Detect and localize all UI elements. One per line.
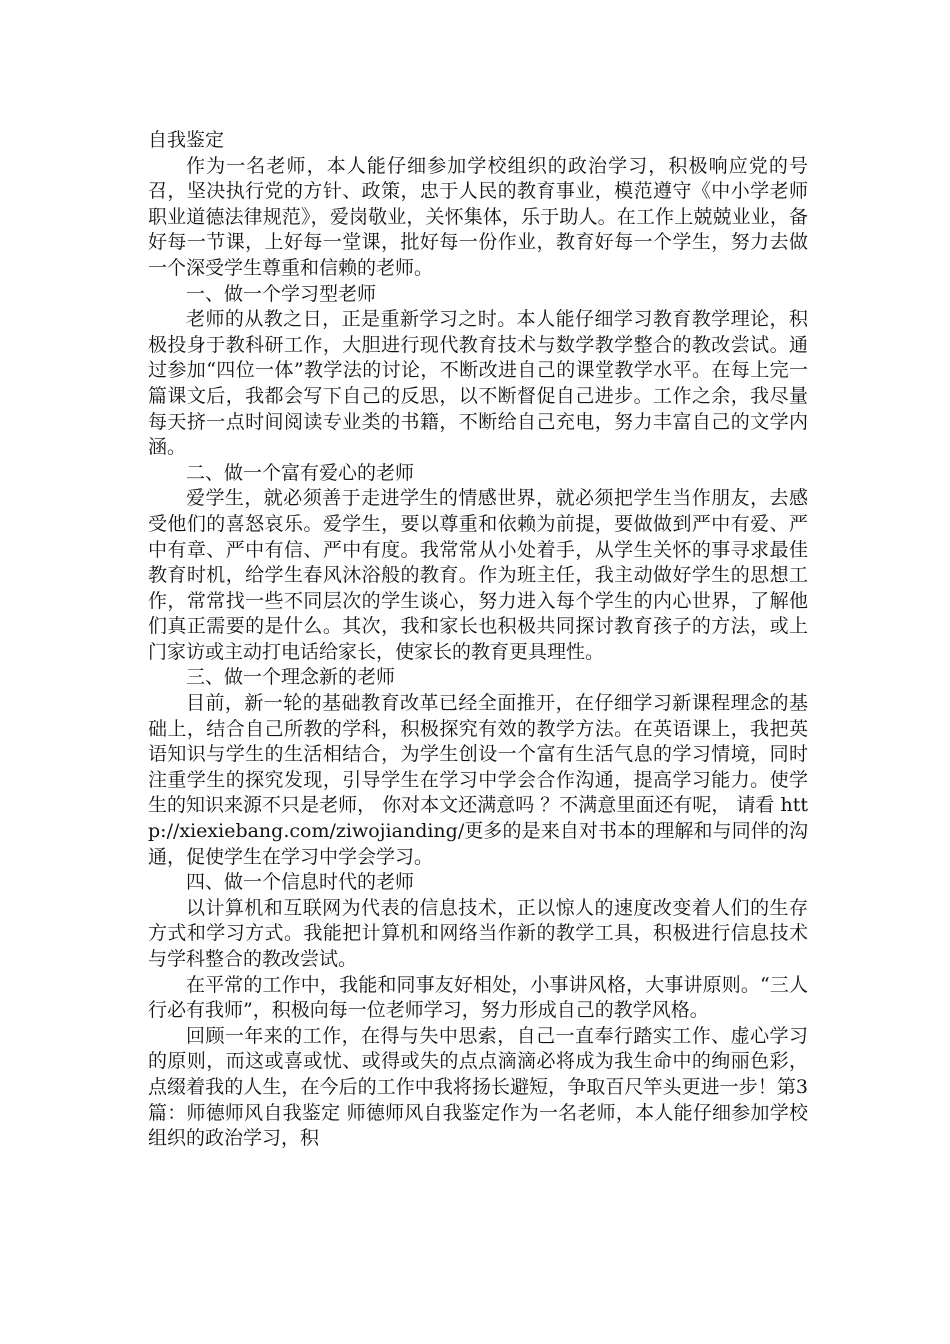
document-title: 自我鉴定 xyxy=(148,129,225,151)
document-page xyxy=(148,128,808,1152)
paragraph-intro: 作为一名老师，本人能仔细参加学校组织的政治学习，积极响应党的号召，坚决执行党的方针、政策，忠于人民的教育事业，模范遵守《中小学老师职业道德法律规范》，爱岗敬业，关怀集体，乐于助人。在工作上兢兢业业，备好每一节课，上好每一堂课，批好每一份作业，教育好每一个学生，努力去做一个深受学生尊重和信赖的老师。 xyxy=(148,154,808,279)
paragraph-section-3: 目前，新一轮的基础教育改革已经全面推开，在仔细学习新课程理念的基础上，结合自己所教的学科，积极探究有效的教学方法。在英语课上，我把英语知识与学生的生活相结合，为学生创设一个富有生活气息的学习情境，同时注重学生的探究发现，引导学生在学习中学会合作沟通，提高学习能力。使学生的知识来源不只是老师， 你对本文还满意吗 ？不满意里面还有呢， 请看 http://xiexiebang.com/ziwojianding/更多的是来自对书本的理解和与同伴的沟通，促使学生在学习中学会学习。 xyxy=(148,692,808,868)
paragraph-section-2: 爱学生，就必须善于走进学生的情感世界，就必须把学生当作朋友，去感受他们的喜怒哀乐。爱学生，要以尊重和依赖为前提，要做做到严中有爱、严中有章、严中有信、严中有度。我常常从小处着手，从学生关怀的事寻求最佳教育时机，给学生春风沐浴般的教育。作为班主任，我主动做好学生的思想工作，常常找一些不同层次的学生谈心，努力进入每个学生的内心世界，了解他们真正需要的是什么。其次，我和家长也积极共同探讨教育孩子的方法，或上门家访或主动打电话给家长，使家长的教育更具理性。 xyxy=(148,487,808,663)
paragraph-section-4: 以计算机和互联网为代表的信息技术，正以惊人的速度改变着人们的生存方式和学习方式。我能把计算机和网络当作新的教学工具，积极进行信息技术与学科整合的教改尝试。 xyxy=(148,896,808,970)
section-heading-2: 二、做一个富有爱心的老师 xyxy=(186,461,415,484)
section-heading-3: 三、做一个理念新的老师 xyxy=(186,666,396,689)
paragraph-section-1: 老师的从教之日，正是重新学习之时。本人能仔细学习教育教学理论，积极投身于教科研工作，大胆进行现代教育技术与数学教学整合的教改尝试。通过参加“四位一体”教学法的讨论，不断改进自己的课堂教学水平。在每上完一篇课文后，我都会写下自己的反思，以不断督促自己进步。工作之余，我尽量每天挤一点时间阅读专业类的书籍，不断给自己充电，努力丰富自己的文学内涵。 xyxy=(148,308,808,459)
paragraph-review: 回顾一年来的工作，在得与失中思索，自己一直奉行踏实工作、虚心学习的原则，而这或喜或忧、或得或失的点点滴滴必将成为我生命中的绚丽色彩，点缀着我的人生，在今后的工作中我将扬长避短，争取百尺竿头更进一步！第3篇：师德师风自我鉴定 师德师风自我鉴定作为一名老师，本人能仔细参加学校组织的政治学习，积 xyxy=(148,1024,808,1150)
paragraph-colleagues: 在平常的工作中，我能和同事友好相处，小事讲风格，大事讲原则。“三人行必有我师”，积极向每一位老师学习，努力形成自己的教学风格。 xyxy=(148,973,808,1022)
section-heading-1: 一、做一个学习型老师 xyxy=(186,282,377,305)
section-heading-4: 四、做一个信息时代的老师 xyxy=(186,871,415,894)
